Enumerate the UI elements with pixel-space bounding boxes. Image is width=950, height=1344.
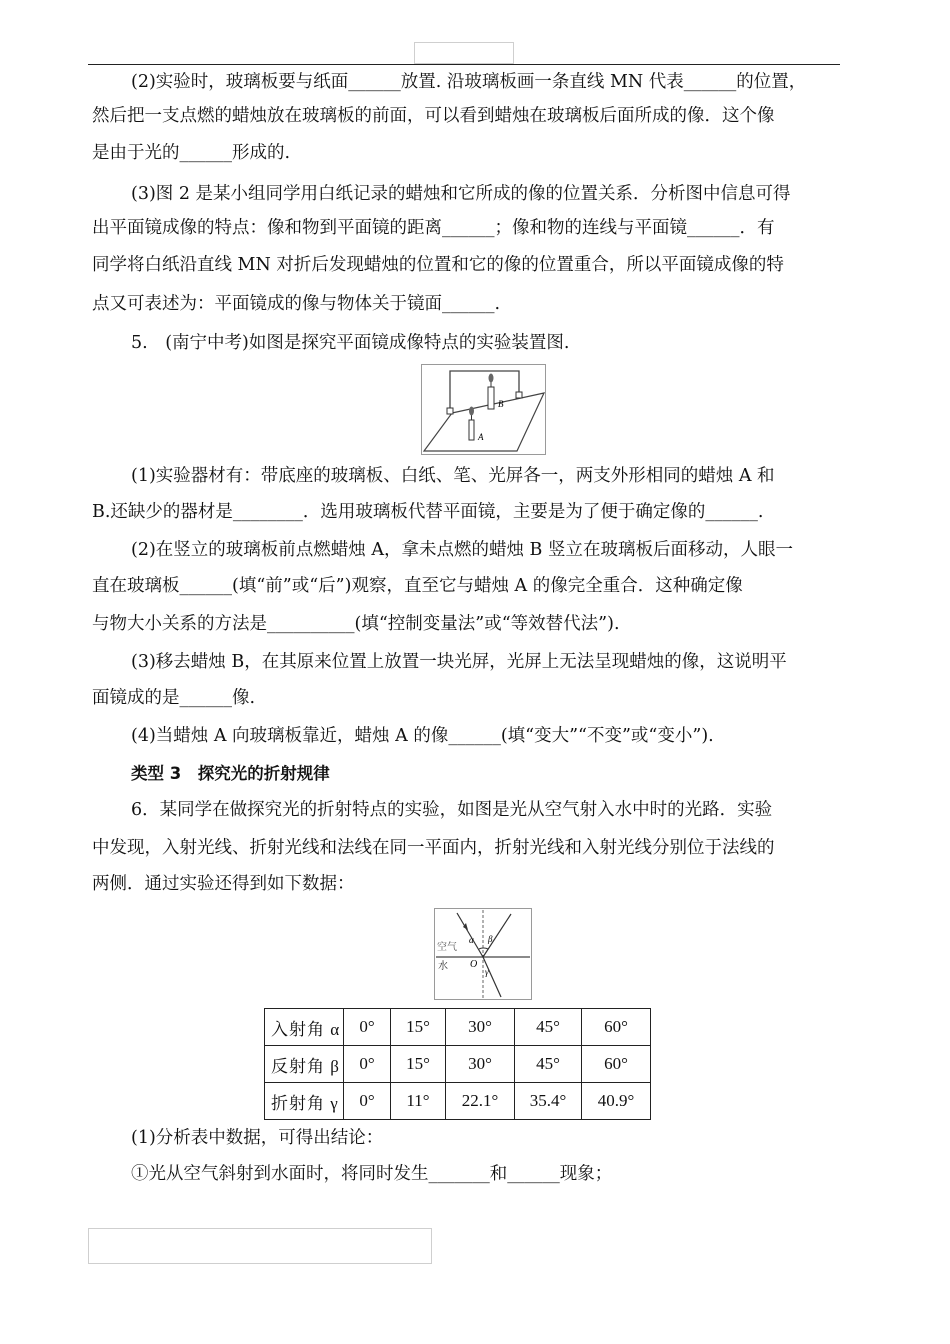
text-line: 点又可表述为：平面镜成的像与物体关于镜面______. xyxy=(92,294,501,314)
table-cell: 22.1° xyxy=(446,1083,515,1120)
refraction-figure xyxy=(434,908,532,1000)
table-cell: 40.9° xyxy=(582,1083,651,1120)
origin-label: O xyxy=(470,959,478,970)
text-line: 两侧．通过实验还得到如下数据： xyxy=(92,874,355,894)
text-line: 与物大小关系的方法是__________(填“控制变量法”或“等效替代法”). xyxy=(92,614,620,634)
table-cell: 0° xyxy=(344,1009,391,1046)
text-line: (2)实验时，玻璃板要与纸面______放置. 沿玻璃板画一条直线 MN 代表______的位置， xyxy=(131,72,807,92)
gamma-label: γ xyxy=(485,967,489,977)
text-line: 出平面镜成像的特点：像和物到平面镜的距离______；像和物的连线与平面镜______．有 xyxy=(92,218,775,238)
water-label: 水 xyxy=(438,961,448,972)
text-line: 中发现，入射光线、折射光线和法线在同一平面内，折射光线和入射光线分别位于法线的 xyxy=(92,838,775,858)
text-line: 6．某同学在做探究光的折射特点的实验，如图是光从空气射入水中时的光路．实验 xyxy=(131,800,773,820)
text-line: 是由于光的______形成的. xyxy=(92,143,291,163)
row-header: 反射角 β xyxy=(265,1046,344,1083)
air-label: 空气 xyxy=(437,942,457,953)
alpha-label: α xyxy=(469,935,474,945)
table-cell: 15° xyxy=(391,1009,446,1046)
table-row xyxy=(265,1083,651,1120)
table-cell: 30° xyxy=(446,1046,515,1083)
text-line: 同学将白纸沿直线 MN 对折后发现蜡烛的位置和它的像的位置重合，所以平面镜成像的特 xyxy=(92,255,784,275)
table-cell: 45° xyxy=(515,1046,582,1083)
question-5-title: 5. (南宁中考)如图是探究平面镜成像特点的实验装置图. xyxy=(131,333,570,353)
beta-label: β xyxy=(488,934,493,944)
mirror-experiment-figure xyxy=(421,364,546,455)
table-row xyxy=(265,1046,651,1083)
table-cell: 30° xyxy=(446,1009,515,1046)
header-rule xyxy=(88,64,840,65)
angle-data-table xyxy=(264,1008,651,1120)
text-line: 然后把一支点燃的蜡烛放在玻璃板的前面，可以看到蜡烛在玻璃板后面所成的像．这个像 xyxy=(92,106,775,126)
table-cell: 45° xyxy=(515,1009,582,1046)
text-line: B.还缺少的器材是________．选用玻璃板代替平面镜，主要是为了便于确定像的______. xyxy=(92,502,764,522)
text-line: (1)实验器材有：带底座的玻璃板、白纸、笔、光屏各一，两支外形相同的蜡烛 A 和 xyxy=(131,466,775,486)
label-b: B xyxy=(498,399,504,409)
text-line: 面镜成的是______像. xyxy=(92,688,256,708)
header-box xyxy=(414,42,514,64)
table-cell: 0° xyxy=(344,1046,391,1083)
table-cell: 60° xyxy=(582,1046,651,1083)
row-header: 入射角 α xyxy=(265,1009,344,1046)
text-line: ①光从空气斜射到水面时，将同时发生_______和______现象； xyxy=(131,1164,613,1184)
table-cell: 11° xyxy=(391,1083,446,1120)
label-a: A xyxy=(478,432,484,442)
table-cell: 0° xyxy=(344,1083,391,1120)
text-line: (2)在竖立的玻璃板前点燃蜡烛 A，拿未点燃的蜡烛 B 竖立在玻璃板后面移动，人眼一 xyxy=(131,540,793,560)
table-cell: 60° xyxy=(582,1009,651,1046)
table-cell: 15° xyxy=(391,1046,446,1083)
text-line: 直在玻璃板______(填“前”或“后”)观察，直至它与蜡烛 A 的像完全重合．这种确定像 xyxy=(92,576,743,596)
row-header: 折射角 γ xyxy=(265,1083,344,1120)
text-line: (4)当蜡烛 A 向玻璃板靠近，蜡烛 A 的像______(填“变大”“不变”或“变小”). xyxy=(131,726,714,746)
text-line: (1)分析表中数据，可得出结论： xyxy=(131,1128,384,1148)
table-row xyxy=(265,1009,651,1046)
section-heading: 类型 3 探究光的折射规律 xyxy=(131,764,330,783)
table-cell: 35.4° xyxy=(515,1083,582,1120)
footer-box xyxy=(88,1228,432,1264)
text-line: (3)移去蜡烛 B，在其原来位置上放置一块光屏，光屏上无法呈现蜡烛的像，这说明平 xyxy=(131,652,787,672)
text-line: (3)图 2 是某小组同学用白纸记录的蜡烛和它所成的像的位置关系．分析图中信息可得 xyxy=(131,184,791,204)
